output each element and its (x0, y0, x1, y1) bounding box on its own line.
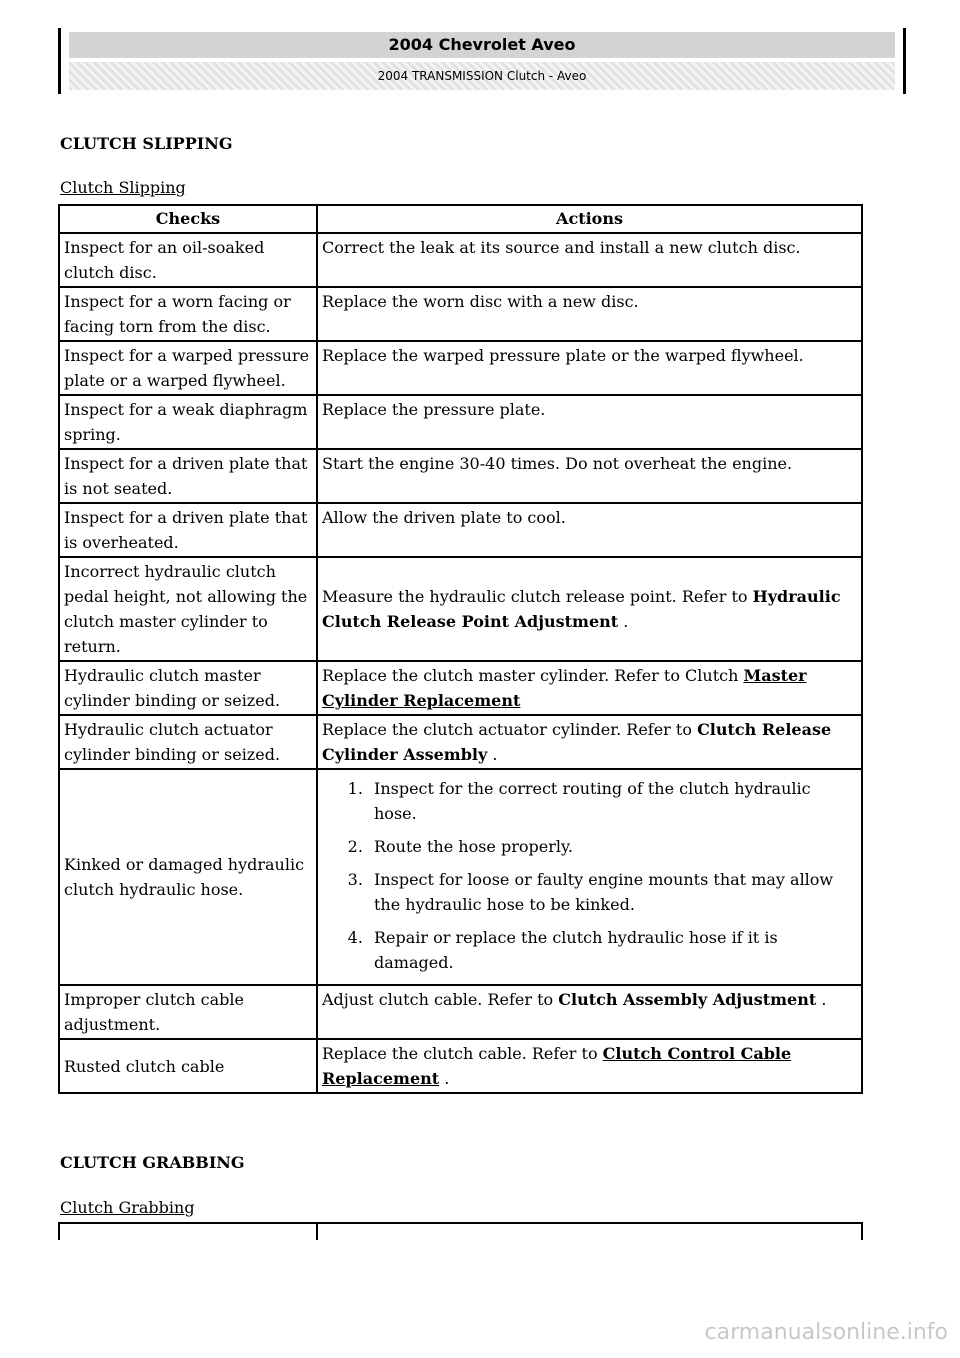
check-cell: Hydraulic clutch master cylinder binding or seized. (59, 661, 317, 715)
table-caption-clutch-grabbing: Clutch Grabbing (60, 1198, 195, 1217)
table-row (59, 503, 862, 557)
clutch-grabbing-table (58, 1222, 863, 1240)
action-steps-list (322, 776, 857, 975)
action-cell (317, 1039, 862, 1093)
action-text: Replace the clutch actuator cylinder. Refer to (322, 720, 698, 739)
clutch-slipping-table (58, 204, 863, 1094)
page-header (58, 28, 906, 94)
action-end: . (816, 990, 827, 1009)
reference-link-master-cylinder[interactable]: Master Cylinder Replacement (322, 666, 807, 710)
section-title-clutch-slipping: CLUTCH SLIPPING (60, 134, 233, 153)
action-cell (317, 557, 862, 661)
vehicle-title: 2004 Chevrolet Aveo (69, 32, 895, 58)
check-cell: Kinked or damaged hydraulic clutch hydraulic hose. (59, 769, 317, 985)
section-title-clutch-grabbing: CLUTCH GRABBING (60, 1153, 245, 1172)
site-watermark: carmanualsonline.info (704, 1320, 948, 1345)
check-cell: Inspect for a worn facing or facing torn from the disc. (59, 287, 317, 341)
action-step: 3. Inspect for loose or faulty engine mounts that may allow the hydraulic hose to be kinked. (368, 867, 857, 917)
action-text: Replace the clutch master cylinder. Refer to Clutch (322, 666, 744, 685)
column-header-actions: Actions (317, 205, 862, 233)
table-cell-empty (59, 1223, 317, 1240)
action-step: 2. Route the hose properly. (368, 834, 857, 859)
table-header-row (59, 1223, 862, 1240)
table-row (59, 233, 862, 287)
check-cell: Inspect for a weak diaphragm spring. (59, 395, 317, 449)
reference-link-release-point[interactable]: Hydraulic Clutch Release Point Adjustment (322, 587, 841, 631)
table-header-row (59, 205, 862, 233)
table-row (59, 769, 862, 985)
table-row (59, 1039, 862, 1093)
column-header-checks: Checks (59, 205, 317, 233)
check-cell: Incorrect hydraulic clutch pedal height, not allowing the clutch master cylinder to return. (59, 557, 317, 661)
check-cell: Improper clutch cable adjustment. (59, 985, 317, 1039)
check-cell: Inspect for an oil-soaked clutch disc. (59, 233, 317, 287)
action-step: 4. Repair or replace the clutch hydraulic hose if it is damaged. (368, 925, 857, 975)
reference-link-cable-replacement[interactable]: Clutch Control Cable Replacement (322, 1044, 792, 1088)
check-cell: Rusted clutch cable (59, 1039, 317, 1093)
action-text: Adjust clutch cable. Refer to (322, 990, 559, 1009)
table-row (59, 287, 862, 341)
action-step: 1. Inspect for the correct routing of the clutch hydraulic hose. (368, 776, 857, 826)
table-cell-empty (317, 1223, 862, 1240)
table-caption-clutch-slipping: Clutch Slipping (60, 178, 186, 197)
table-row (59, 341, 862, 395)
action-cell: Replace the warped pressure plate or the warped flywheel. (317, 341, 862, 395)
table-row (59, 715, 862, 769)
check-cell: Inspect for a driven plate that is overheated. (59, 503, 317, 557)
table-row (59, 395, 862, 449)
table-row (59, 449, 862, 503)
action-end: . (439, 1069, 450, 1088)
reference-link-release-cylinder[interactable]: Clutch Release Cylinder Assembly (322, 720, 832, 764)
action-cell: Start the engine 30-40 times. Do not overheat the engine. (317, 449, 862, 503)
action-cell: Allow the driven plate to cool. (317, 503, 862, 557)
action-end: . (618, 612, 629, 631)
action-cell (317, 715, 862, 769)
action-text: Measure the hydraulic clutch release point. Refer to (322, 587, 753, 606)
check-cell: Hydraulic clutch actuator cylinder binding or seized. (59, 715, 317, 769)
action-cell: Replace the worn disc with a new disc. (317, 287, 862, 341)
action-end: . (487, 745, 498, 764)
table-row (59, 557, 862, 661)
reference-link-clutch-adjustment[interactable]: Clutch Assembly Adjustment (558, 990, 817, 1009)
action-cell: Replace the pressure plate. (317, 395, 862, 449)
table-row (59, 985, 862, 1039)
table-row (59, 661, 862, 715)
action-cell (317, 985, 862, 1039)
action-text: Replace the clutch cable. Refer to (322, 1044, 603, 1063)
check-cell: Inspect for a warped pressure plate or a warped flywheel. (59, 341, 317, 395)
action-cell (317, 769, 862, 985)
manual-subtitle: 2004 TRANSMISSION Clutch - Aveo (69, 62, 895, 90)
check-cell: Inspect for a driven plate that is not seated. (59, 449, 317, 503)
action-cell (317, 661, 862, 715)
action-cell: Correct the leak at its source and install a new clutch disc. (317, 233, 862, 287)
